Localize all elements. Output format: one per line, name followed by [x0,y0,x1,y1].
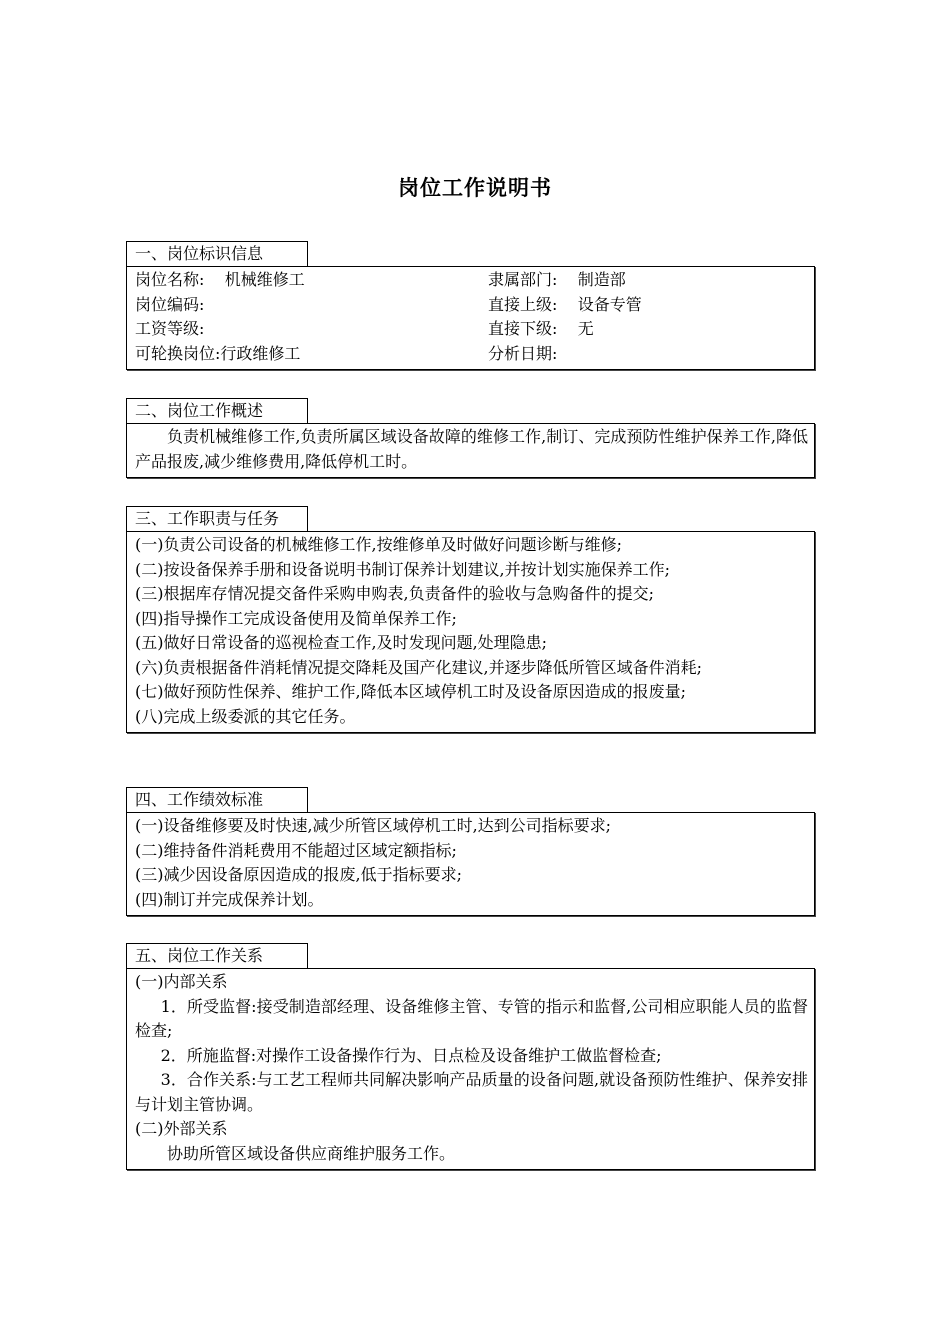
rotatable-position: 可轮换岗位:行政维修工 [135,343,301,363]
section-duties [126,506,815,733]
list-item: (八)完成上级委派的其它任务。 [135,706,356,726]
page-title: 岗位工作说明书 [398,175,552,200]
relationships-box [126,968,815,1170]
list-item: 2．所施监督:对操作工设备操作行为、日点检及设备维护工做监督检查; [160,1045,662,1065]
duties-box [126,531,815,733]
section-heading: 二、岗位工作概述 [126,398,308,423]
info-row [135,293,808,318]
overview-text: 负责机械维修工作,负责所属区域设备故障的维修工作,制订、完成预防性维护保养工作,降低产品报废,减少维修费用,降低停机工时。 [126,423,815,478]
section-identification [126,241,815,370]
section-overview [126,398,815,478]
section-heading: 四、工作绩效标准 [126,787,308,812]
list-item: (三)根据库存情况提交备件采购申购表,负责备件的验收与急购备件的提交; [135,584,654,603]
direct-superior: 直接上级: 设备专管 [488,294,642,314]
section-heading: 一、岗位标识信息 [126,241,308,266]
direct-subordinate: 直接下级: 无 [488,319,594,338]
list-item: 3．合作关系:与工艺工程师共同解决影响产品质量的设备问题,就设备预防性维护、保养安排与计划主管协调。 [135,1070,808,1114]
list-item: (四)制订并完成保养计划。 [135,889,324,909]
external-relations-label: (二)外部关系 [135,1119,228,1138]
list-item: 协助所管区域设备供应商维护服务工作。 [167,1143,456,1163]
salary-grade: 工资等级: [135,319,205,338]
identification-box [126,266,815,370]
list-item: (三)减少因设备原因造成的报废,低于指标要求; [135,865,462,884]
list-item: (六)负责根据备件消耗情况提交降耗及国产化建议,并逐步降低所管区域备件消耗; [135,657,702,677]
position-name: 岗位名称: 机械维修工 [135,270,305,289]
info-row [135,268,808,293]
list-item: 1．所受监督:接受制造部经理、设备维修主管、专管的指示和监督,公司相应职能人员的监督检查; [135,996,808,1040]
list-item: (四)指导操作工完成设备使用及简单保养工作; [135,608,457,628]
analysis-date: 分析日期: [488,343,558,363]
list-item: (五)做好日常设备的巡视检查工作,及时发现问题,处理隐患; [135,633,548,652]
list-item: (二)按设备保养手册和设备说明书制订保养计划建议,并按计划实施保养工作; [135,559,670,579]
list-item: (一)设备维修要及时快速,减少所管区域停机工时,达到公司指标要求; [135,816,612,835]
department: 隶属部门: 制造部 [488,270,626,289]
internal-relations-label: (一)内部关系 [135,972,228,991]
section-heading: 三、工作职责与任务 [126,506,308,531]
info-row [135,342,808,367]
section-performance [126,787,815,916]
position-code: 岗位编码: [135,294,205,314]
performance-box [126,812,815,916]
section-heading: 五、岗位工作关系 [126,943,308,968]
section-relationships [126,943,815,1170]
info-row [135,317,808,342]
list-item: (七)做好预防性保养、维护工作,降低本区域停机工时及设备原因造成的报废量; [135,682,686,701]
list-item: (二)维持备件消耗费用不能超过区域定额指标; [135,840,457,860]
list-item: (一)负责公司设备的机械维修工作,按维修单及时做好问题诊断与维修; [135,535,622,554]
